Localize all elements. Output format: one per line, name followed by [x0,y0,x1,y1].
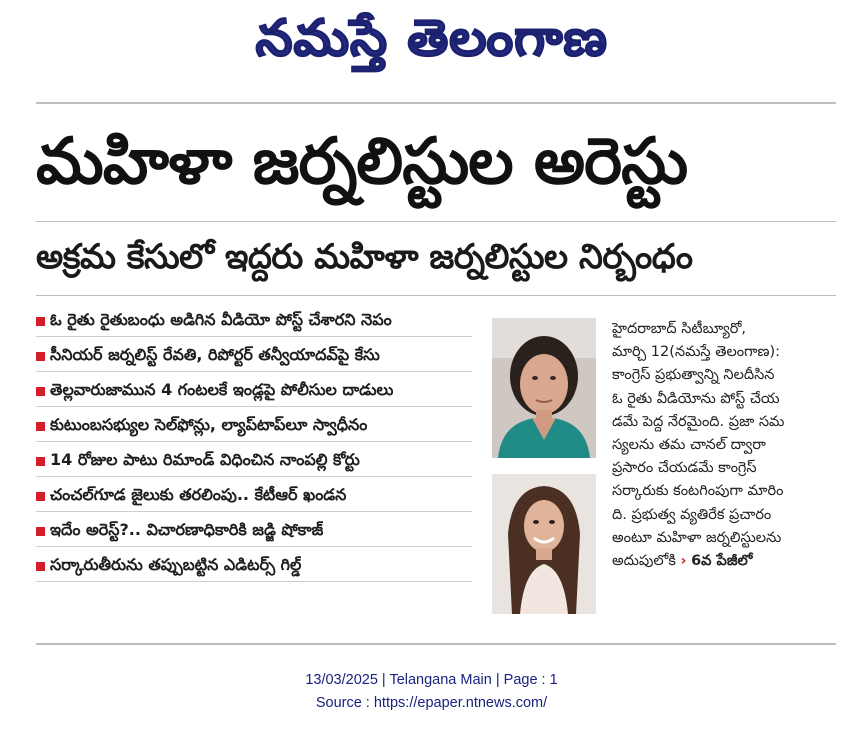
footer-source-link[interactable]: Source : https://epaper.ntnews.com/ [315,695,548,711]
subheadline-text: అక్రమ కేసులో ఇద్దరు మహిళా జర్నలిస్టుల నిర్బంధం [36,237,693,277]
headline-divider [36,221,836,222]
bullet-item [36,307,472,337]
bullet-text: ఇదేం అరెస్ట్?.. విచారణాధికారికి జడ్జి షోకాజ్ [50,520,324,539]
story-line-last [612,550,834,573]
bullet-square-icon [36,422,45,431]
bullet-square-icon [36,352,45,361]
bullet-text: చంచల్‌గూడ జైలుకు తరలింపు.. కేటీఆర్ ఖండన [50,485,347,504]
bullet-square-icon [36,457,45,466]
masthead-title: నమస్తే తెలంగాణ [255,9,608,67]
subhead-divider [36,295,836,296]
bullet-item [36,412,472,442]
bullet-text: సర్కారుతీరును తప్పుబట్టిన ఎడిటర్స్ గిల్డ్ [50,555,302,574]
bullet-square-icon [36,492,45,501]
bullet-square-icon [36,317,45,326]
top-divider [36,102,836,104]
story-last-words: అదుపులోకి [612,552,676,569]
subheadline [36,226,836,288]
bullet-square-icon [36,527,45,536]
bullet-item [36,377,472,407]
story-line: ప్రసారం చేయడమే కాంగ్రెస్ [612,460,757,477]
bullet-text: సీనియర్ జర్నలిస్ట్ రేవతి, రిపోర్టర్ తన్వీయాదవ్‌పై కేసు [50,345,380,364]
story-line: ది. ప్రభుత్వ వ్యతిరేక ప్రచారం [612,506,772,523]
story-body [612,318,834,573]
bullet-square-icon [36,562,45,571]
journalist-photo-1 [492,318,596,458]
bullet-text: కుటుంబసభ్యుల సెల్‌ఫోన్లు, ల్యాప్‌టాప్‌లూ స్వాధీనం [50,415,368,434]
story-line: సర్కారుకు కంటగింపుగా మారిం [612,483,784,500]
bottom-divider [36,643,836,645]
bullet-text: 14 రోజుల పాటు రిమాండ్ విధించిన నాంపల్లి కోర్టు [50,450,360,469]
masthead [0,2,863,74]
jump-arrow-icon: › [680,552,687,569]
story-line: స్యలను తమ చానల్ ద్వారా [612,436,766,453]
bullet-text: తెల్లవారుజామున 4 గంటలకే ఇండ్లపై పోలీసుల దాడులు [50,380,394,399]
bullet-item [36,517,472,547]
story-line: డమే పెద్ద నేరమైంది. ప్రజా సమ [612,413,785,430]
story-line: కాంగ్రెస్ ప్రభుత్వాన్ని నిలదీసిన [612,367,775,384]
headline-text: మహిళా జర్నలిస్టుల అరెస్టు [36,125,688,199]
footer-edition-info: 13/03/2025 | Telangana Main | Page : 1 [305,672,558,688]
story-line: ఓ రైతు వీడియోను పోస్ట్ చేయ [612,390,780,407]
headline [36,112,836,212]
bullet-text: ఓ రైతు రైతుబంధు అడిగిన వీడియో పోస్ట్ చేశారని నెపం [50,310,392,329]
story-line: అంటూ మహిళా జర్నలిస్టులను [612,529,782,546]
story-line: హైదరాబాద్ సిటీబ్యూరో, [612,321,747,337]
bullet-item [36,342,472,372]
bullet-item [36,552,472,582]
bullet-list [36,307,472,587]
bullet-square-icon [36,387,45,396]
continued-on-page-link[interactable]: 6వ పేజీలో [691,552,753,569]
bullet-item [36,447,472,477]
story-line: మార్చి 12(నమస్తే తెలంగాణ): [612,344,781,361]
journalist-photo-2 [492,474,596,614]
bullet-item [36,482,472,512]
